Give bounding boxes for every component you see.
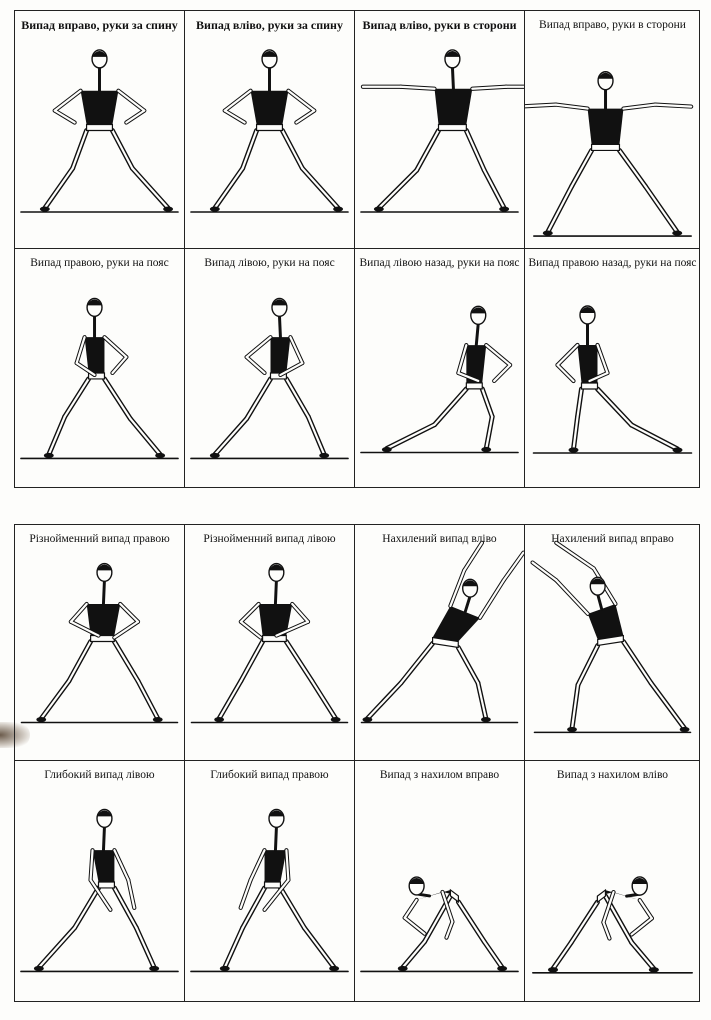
athlete-figure-illustration	[185, 11, 354, 248]
athlete-figure-illustration	[355, 761, 524, 1001]
athlete-figure-illustration	[185, 525, 354, 760]
exercise-card	[525, 249, 700, 487]
exercise-caption: Випад вправо, руки за спину	[21, 18, 178, 32]
exercise-card	[15, 249, 185, 487]
exercise-caption: Випад вліво, руки за спину	[196, 18, 343, 32]
athlete-figure-illustration	[15, 249, 184, 487]
exercise-card	[185, 11, 355, 249]
exercise-card	[355, 761, 525, 1001]
exercise-caption: Випад вправо, руки в сторони	[539, 19, 686, 31]
exercise-card	[15, 525, 185, 761]
athlete-figure-illustration	[525, 525, 700, 760]
athlete-figure-illustration	[15, 761, 184, 1001]
athlete-figure-illustration	[525, 249, 700, 487]
exercise-card	[525, 761, 700, 1001]
athlete-figure-illustration	[355, 525, 524, 760]
exercise-caption: Різнойменний випад правою	[29, 533, 170, 545]
exercise-card	[525, 11, 700, 249]
exercise-caption: Нахилений випад вліво	[382, 533, 497, 545]
exercise-caption: Глибокий випад лівою	[44, 769, 155, 781]
exercise-caption: Випад вліво, руки в сторони	[362, 18, 517, 32]
exercise-caption: Глибокий випад правою	[210, 769, 329, 781]
exercise-caption: Випад з нахилом вправо	[379, 769, 500, 781]
athlete-figure-illustration	[525, 761, 700, 1001]
exercise-caption: Нахилений випад вправо	[551, 533, 674, 545]
exercise-card	[355, 525, 525, 761]
athlete-figure-illustration	[355, 249, 524, 487]
exercise-caption: Випад з нахилом вліво	[556, 769, 669, 781]
exercise-card	[15, 11, 185, 249]
athlete-figure-illustration	[355, 11, 524, 248]
exercise-card	[525, 525, 700, 761]
lunge-grid-bottom	[14, 524, 700, 1002]
exercise-card	[185, 249, 355, 487]
exercise-caption: Випад лівою назад, руки на пояс	[359, 257, 520, 269]
exercise-caption: Випад лівою, руки на пояс	[204, 257, 335, 269]
exercise-caption: Випад правою назад, руки на пояс	[528, 257, 697, 269]
athlete-figure-illustration	[525, 11, 700, 248]
athlete-figure-illustration	[185, 249, 354, 487]
exercise-card	[15, 761, 185, 1001]
athlete-figure-illustration	[185, 761, 354, 1001]
exercise-caption: Випад правою, руки на пояс	[30, 257, 169, 269]
exercise-caption: Різнойменний випад лівою	[203, 533, 336, 545]
exercise-card	[355, 249, 525, 487]
exercise-card	[355, 11, 525, 249]
exercise-card	[185, 761, 355, 1001]
exercise-card	[185, 525, 355, 761]
athlete-figure-illustration	[15, 525, 184, 760]
athlete-figure-illustration	[15, 11, 184, 248]
lunge-grid-top	[14, 10, 700, 488]
